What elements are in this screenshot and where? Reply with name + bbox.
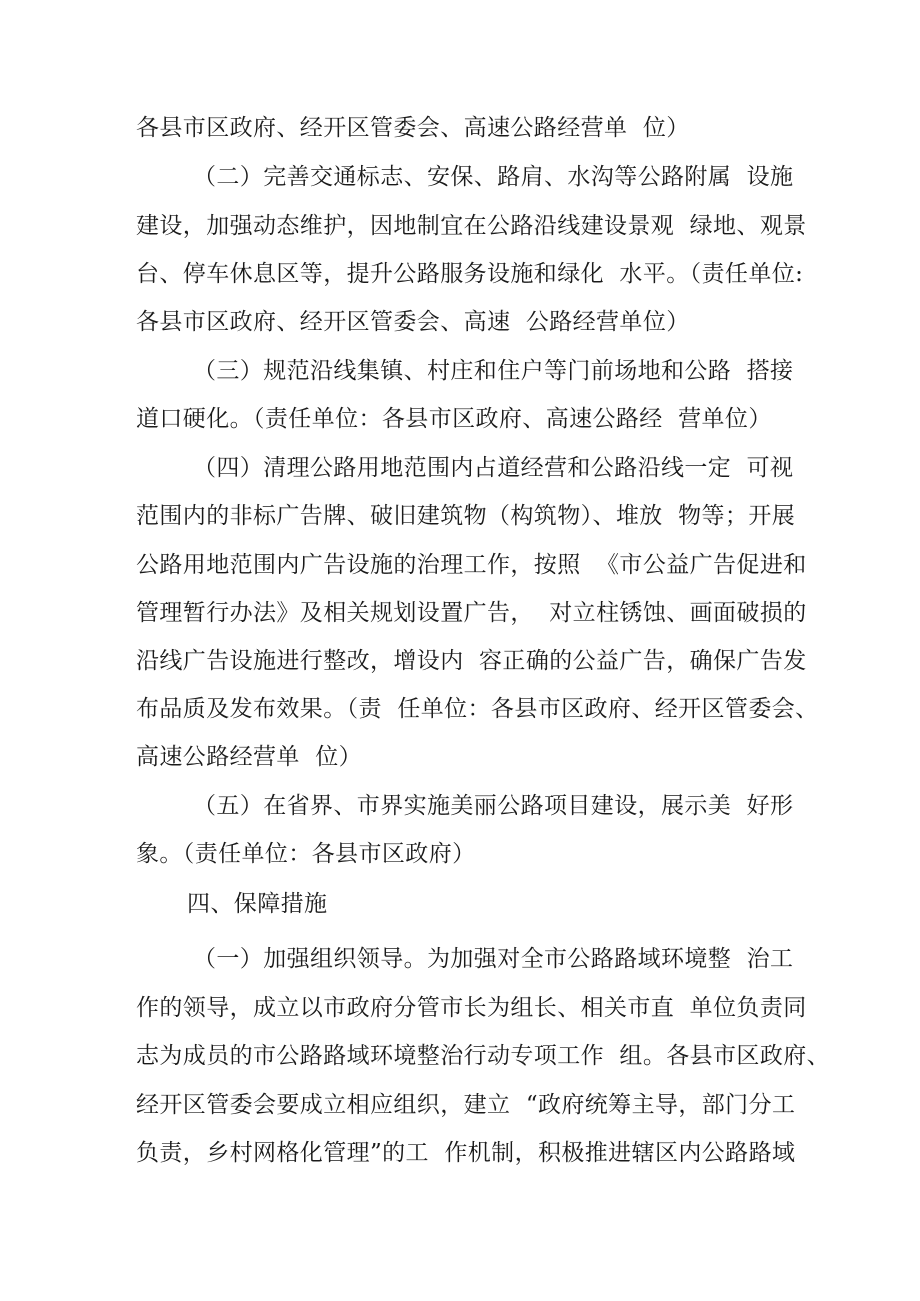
text-line: 建设，加强动态维护，因地制宜在公路沿线建设景观 绿地、观景 [136, 213, 807, 239]
text-line: 沿线广告设施进行整改，增设内 容正确的公益广告，确保广告发 [136, 648, 807, 674]
text-line: 志为成员的市公路路域环境整治行动专项工作 组。各县市区政府、 [136, 1043, 831, 1069]
text-line: 高速公路经营单 位） [136, 744, 363, 770]
text-line: 管理暂行办法》及相关规划设置广告， 对立柱锈蚀、画面破损的 [136, 600, 807, 626]
text-line: 各县市区政府、经开区管委会、高速公路经营单 位） [136, 115, 690, 141]
text-line: 布品质及发布效果。（责 任单位：各县市区政府、经开区管委会、 [136, 696, 819, 722]
text-line: 道口硬化。（责任单位：各县市区政府、高速公路经 营单位） [136, 406, 772, 432]
text-line: （三）规范沿线集镇、村庄和住户等门前场地和公路 搭接 [193, 358, 794, 384]
text-line: 各县市区政府、经开区管委会、高速 公路经营单位） [136, 309, 690, 335]
text-line: 象。（责任单位：各县市区政府） [136, 841, 476, 867]
text-line: （五）在省界、市界实施美丽公路项目建设，展示美 好形 [193, 793, 794, 819]
text-line: （二）完善交通标志、安保、路肩、水沟等公路附属 设施 [193, 164, 794, 190]
text-line: （四）清理公路用地范围内占道经营和公路沿线一定 可视 [193, 455, 794, 481]
text-line: 公路用地范围内广告设施的治理工作，按照 《市公益广告促进和 [136, 552, 807, 578]
text-line: （一）加强组织领导。为加强对全市公路路域环境整 治工 [193, 946, 794, 972]
section-heading: 四、保障措施 [187, 891, 328, 917]
text-line: 经开区管委会要成立相应组织，建立 “政府统筹主导，部门分工 [136, 1092, 796, 1118]
text-line: 负责，乡村网格化管理”的工 作机制，积极推进辖区内公路路域 [136, 1140, 796, 1166]
text-line: 作的领导，成立以市政府分管市长为组长、相关市直 单位负责同 [136, 995, 807, 1021]
text-line: 台、停车休息区等，提升公路服务设施和绿化 水平。（责任单位: [136, 261, 804, 287]
text-line: 范围内的非标广告牌、破旧建筑物（构筑物）、堆放 物等；开展 [136, 503, 796, 529]
